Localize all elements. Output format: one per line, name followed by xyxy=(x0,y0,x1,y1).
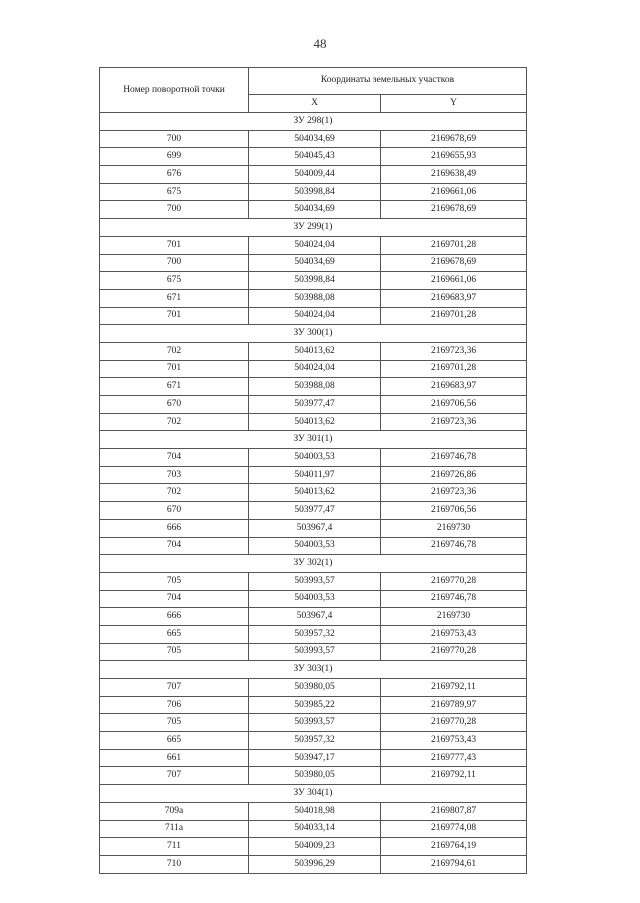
y-coordinate-cell: 2169746,78 xyxy=(381,537,527,555)
x-coordinate-cell: 503985,22 xyxy=(249,696,381,714)
point-number-cell: 670 xyxy=(100,396,249,414)
x-coordinate-cell: 504024,04 xyxy=(249,360,381,378)
x-coordinate-cell: 504011,97 xyxy=(249,466,381,484)
y-column-header: Y xyxy=(381,94,527,112)
x-coordinate-cell: 503980,05 xyxy=(249,767,381,785)
y-coordinate-cell: 2169661,06 xyxy=(381,183,527,201)
table-row xyxy=(100,590,527,608)
table-row xyxy=(100,307,527,325)
point-number-cell: 707 xyxy=(100,767,249,785)
point-number-cell: 711а xyxy=(100,820,249,838)
point-number-cell: 704 xyxy=(100,590,249,608)
table-row xyxy=(100,166,527,184)
x-coordinate-cell: 503998,84 xyxy=(249,272,381,290)
y-coordinate-cell: 2169706,56 xyxy=(381,396,527,414)
table-row xyxy=(100,802,527,820)
section-title: ЗУ 301(1) xyxy=(100,431,527,449)
y-coordinate-cell: 2169701,28 xyxy=(381,236,527,254)
x-coordinate-cell: 504003,53 xyxy=(249,590,381,608)
section-title: ЗУ 300(1) xyxy=(100,325,527,343)
section-header-row xyxy=(100,785,527,803)
table-row xyxy=(100,396,527,414)
x-coordinate-cell: 504034,69 xyxy=(249,254,381,272)
x-coordinate-cell: 504013,62 xyxy=(249,342,381,360)
y-coordinate-cell: 2169777,43 xyxy=(381,749,527,767)
section-title: ЗУ 299(1) xyxy=(100,219,527,237)
x-coordinate-cell: 503996,29 xyxy=(249,855,381,873)
section-header-row xyxy=(100,431,527,449)
x-coordinate-cell: 503998,84 xyxy=(249,183,381,201)
y-coordinate-cell: 2169730 xyxy=(381,519,527,537)
y-coordinate-cell: 2169661,06 xyxy=(381,272,527,290)
y-coordinate-cell: 2169792,11 xyxy=(381,767,527,785)
point-number-cell: 699 xyxy=(100,148,249,166)
x-coordinate-cell: 503993,57 xyxy=(249,643,381,661)
x-coordinate-cell: 503980,05 xyxy=(249,679,381,697)
table-row xyxy=(100,502,527,520)
point-number-cell: 671 xyxy=(100,378,249,396)
point-number-cell: 675 xyxy=(100,183,249,201)
table-row xyxy=(100,714,527,732)
point-number-cell: 665 xyxy=(100,732,249,750)
y-coordinate-cell: 2169774,08 xyxy=(381,820,527,838)
x-coordinate-cell: 503957,32 xyxy=(249,625,381,643)
table-row xyxy=(100,378,527,396)
table-row xyxy=(100,572,527,590)
section-title: ЗУ 303(1) xyxy=(100,661,527,679)
x-coordinate-cell: 503967,4 xyxy=(249,519,381,537)
point-number-cell: 675 xyxy=(100,272,249,290)
y-coordinate-cell: 2169792,11 xyxy=(381,679,527,697)
x-coordinate-cell: 504034,69 xyxy=(249,201,381,219)
point-number-cell: 666 xyxy=(100,519,249,537)
y-coordinate-cell: 2169753,43 xyxy=(381,732,527,750)
x-coordinate-cell: 504045,43 xyxy=(249,148,381,166)
table-row xyxy=(100,236,527,254)
y-coordinate-cell: 2169655,93 xyxy=(381,148,527,166)
x-coordinate-cell: 503988,08 xyxy=(249,289,381,307)
x-coordinate-cell: 504024,04 xyxy=(249,236,381,254)
y-coordinate-cell: 2169730 xyxy=(381,608,527,626)
point-number-header: Номер поворотной точки xyxy=(100,68,249,113)
x-column-header: X xyxy=(249,94,381,112)
section-header-row xyxy=(100,325,527,343)
point-number-cell: 700 xyxy=(100,130,249,148)
point-number-cell: 671 xyxy=(100,289,249,307)
table-row xyxy=(100,130,527,148)
point-number-cell: 661 xyxy=(100,749,249,767)
point-number-cell: 701 xyxy=(100,360,249,378)
table-row xyxy=(100,696,527,714)
y-coordinate-cell: 2169638,49 xyxy=(381,166,527,184)
table-row xyxy=(100,519,527,537)
x-coordinate-cell: 504013,62 xyxy=(249,413,381,431)
table-row xyxy=(100,449,527,467)
section-header-row xyxy=(100,661,527,679)
x-coordinate-cell: 504003,53 xyxy=(249,537,381,555)
y-coordinate-cell: 2169678,69 xyxy=(381,201,527,219)
y-coordinate-cell: 2169770,28 xyxy=(381,714,527,732)
table-row xyxy=(100,749,527,767)
table-row xyxy=(100,625,527,643)
table-row xyxy=(100,608,527,626)
section-title: ЗУ 304(1) xyxy=(100,785,527,803)
section-title: ЗУ 302(1) xyxy=(100,555,527,573)
y-coordinate-cell: 2169746,78 xyxy=(381,590,527,608)
table-row xyxy=(100,342,527,360)
section-title: ЗУ 298(1) xyxy=(100,113,527,131)
y-coordinate-cell: 2169723,36 xyxy=(381,413,527,431)
x-coordinate-cell: 503988,08 xyxy=(249,378,381,396)
x-coordinate-cell: 504013,62 xyxy=(249,484,381,502)
y-coordinate-cell: 2169770,28 xyxy=(381,643,527,661)
x-coordinate-cell: 503977,47 xyxy=(249,396,381,414)
x-coordinate-cell: 504024,04 xyxy=(249,307,381,325)
table-row xyxy=(100,254,527,272)
table-row xyxy=(100,767,527,785)
table-row xyxy=(100,838,527,856)
point-number-cell: 676 xyxy=(100,166,249,184)
table-row xyxy=(100,148,527,166)
y-coordinate-cell: 2169706,56 xyxy=(381,502,527,520)
point-number-cell: 709а xyxy=(100,802,249,820)
table-row xyxy=(100,820,527,838)
y-coordinate-cell: 2169701,28 xyxy=(381,307,527,325)
y-coordinate-cell: 2169753,43 xyxy=(381,625,527,643)
table-row xyxy=(100,201,527,219)
y-coordinate-cell: 2169683,97 xyxy=(381,378,527,396)
y-coordinate-cell: 2169746,78 xyxy=(381,449,527,467)
point-number-cell: 705 xyxy=(100,643,249,661)
y-coordinate-cell: 2169723,36 xyxy=(381,342,527,360)
table-row xyxy=(100,643,527,661)
point-number-cell: 701 xyxy=(100,307,249,325)
y-coordinate-cell: 2169789,97 xyxy=(381,696,527,714)
point-number-cell: 701 xyxy=(100,236,249,254)
page-number: 48 xyxy=(313,36,327,51)
x-coordinate-cell: 503957,32 xyxy=(249,732,381,750)
y-coordinate-cell: 2169807,87 xyxy=(381,802,527,820)
point-number-cell: 700 xyxy=(100,201,249,219)
table-row xyxy=(100,272,527,290)
x-coordinate-cell: 504034,69 xyxy=(249,130,381,148)
point-number-cell: 704 xyxy=(100,537,249,555)
table-body xyxy=(100,113,527,874)
point-number-cell: 700 xyxy=(100,254,249,272)
table-row xyxy=(100,855,527,873)
y-coordinate-cell: 2169794,61 xyxy=(381,855,527,873)
y-coordinate-cell: 2169678,69 xyxy=(381,130,527,148)
point-number-cell: 705 xyxy=(100,572,249,590)
x-coordinate-cell: 504033,14 xyxy=(249,820,381,838)
point-number-cell: 710 xyxy=(100,855,249,873)
table-row xyxy=(100,413,527,431)
point-number-cell: 705 xyxy=(100,714,249,732)
table-row xyxy=(100,183,527,201)
table-row xyxy=(100,466,527,484)
y-coordinate-cell: 2169723,36 xyxy=(381,484,527,502)
section-header-row xyxy=(100,113,527,131)
point-number-cell: 702 xyxy=(100,342,249,360)
y-coordinate-cell: 2169683,97 xyxy=(381,289,527,307)
section-header-row xyxy=(100,555,527,573)
point-number-cell: 666 xyxy=(100,608,249,626)
point-number-cell: 711 xyxy=(100,838,249,856)
table-header xyxy=(100,68,527,113)
y-coordinate-cell: 2169726,86 xyxy=(381,466,527,484)
x-coordinate-cell: 503993,57 xyxy=(249,714,381,732)
point-number-cell: 704 xyxy=(100,449,249,467)
table-row xyxy=(100,537,527,555)
point-number-cell: 665 xyxy=(100,625,249,643)
point-number-cell: 707 xyxy=(100,679,249,697)
x-coordinate-cell: 504003,53 xyxy=(249,449,381,467)
point-number-cell: 702 xyxy=(100,484,249,502)
y-coordinate-cell: 2169764,19 xyxy=(381,838,527,856)
table-row xyxy=(100,679,527,697)
point-number-cell: 706 xyxy=(100,696,249,714)
x-coordinate-cell: 504018,98 xyxy=(249,802,381,820)
point-number-cell: 703 xyxy=(100,466,249,484)
y-coordinate-cell: 2169701,28 xyxy=(381,360,527,378)
point-number-cell: 670 xyxy=(100,502,249,520)
table-row xyxy=(100,732,527,750)
x-coordinate-cell: 504009,44 xyxy=(249,166,381,184)
x-coordinate-cell: 503967,4 xyxy=(249,608,381,626)
table-row xyxy=(100,484,527,502)
x-coordinate-cell: 504009,23 xyxy=(249,838,381,856)
coordinates-table xyxy=(99,67,527,874)
x-coordinate-cell: 503977,47 xyxy=(249,502,381,520)
coordinates-group-header: Координаты земельных участков xyxy=(249,68,527,95)
table-row xyxy=(100,289,527,307)
y-coordinate-cell: 2169770,28 xyxy=(381,572,527,590)
point-number-cell: 702 xyxy=(100,413,249,431)
x-coordinate-cell: 503947,17 xyxy=(249,749,381,767)
section-header-row xyxy=(100,219,527,237)
x-coordinate-cell: 503993,57 xyxy=(249,572,381,590)
table-row xyxy=(100,360,527,378)
y-coordinate-cell: 2169678,69 xyxy=(381,254,527,272)
